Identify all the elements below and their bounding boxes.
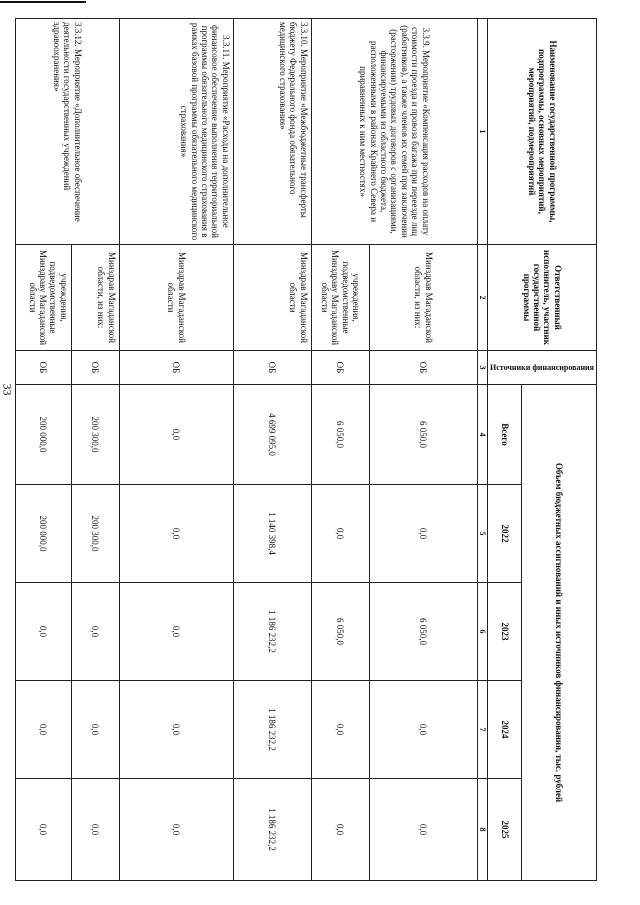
rotated-sheet	[27, 18, 597, 880]
table-row	[233, 19, 311, 881]
value-2024: 1 186 232,2	[233, 681, 311, 779]
document-page	[27, 18, 597, 880]
source-cell: ОБ	[233, 351, 311, 385]
activity-name: 3.3.11. Мероприятие «Расходы на дополнительное финансовое обеспечение выполнения территориальной программы обязательного медицинского страхования в рамках базовой программы обязательного медицинского страхования»	[119, 19, 233, 245]
executor-cell: учреждения, подведомственные Минздраву Магаданской области	[15, 245, 71, 351]
value-2023: 0,0	[119, 583, 233, 681]
column-number: 3	[477, 351, 487, 385]
column-number: 8	[477, 779, 487, 881]
value-2024: 0,0	[71, 681, 119, 779]
value-2022: 200 000,0	[15, 485, 71, 583]
header-2024: 2024	[488, 681, 522, 779]
header-volume: Объем бюджетных ассигнований и иных источников финансирования, тыс. рублей	[522, 385, 597, 881]
financing-table	[15, 18, 597, 881]
value-2023: 1 186 232,2	[233, 583, 311, 681]
executor-cell: учреждения, подведомственные Минздраву Магаданской области	[311, 245, 369, 351]
activity-name: 3.3.10. Мероприятие «Межбюджетные трансферты бюджету Федерального фонда обязательного медицинского страхования»	[233, 19, 311, 245]
value-2022: 200 300,0	[71, 485, 119, 583]
value-total: 200 300,0	[71, 385, 119, 485]
value-2025: 1 186 232,2	[233, 779, 311, 881]
activity-name: 3.3.12. Мероприятие «Дополнительное обеспечение деятельности государственных учреждений здравоохранения»	[15, 19, 119, 245]
value-2024: 0,0	[15, 681, 71, 779]
header-2025: 2025	[488, 779, 522, 881]
source-cell: ОБ	[119, 351, 233, 385]
column-number: 1	[477, 19, 487, 245]
page-number: 33	[0, 383, 15, 396]
source-cell: ОБ	[311, 351, 369, 385]
value-2023: 6 050,0	[369, 583, 477, 681]
value-2025: 0,0	[311, 779, 369, 881]
column-number: 6	[477, 583, 487, 681]
value-2024: 0,0	[311, 681, 369, 779]
header-2023: 2023	[488, 583, 522, 681]
value-2024: 0,0	[369, 681, 477, 779]
value-total: 6 050,0	[369, 385, 477, 485]
header-total: Всего	[488, 385, 522, 485]
value-2022: 0,0	[119, 485, 233, 583]
value-2023: 6 050,0	[311, 583, 369, 681]
value-total: 0,0	[119, 385, 233, 485]
value-2025: 0,0	[15, 779, 71, 881]
value-total: 200 000,0	[15, 385, 71, 485]
value-total: 4 699 095,0	[233, 385, 311, 485]
table-row	[71, 19, 119, 881]
value-2025: 0,0	[369, 779, 477, 881]
top-rule	[0, 1, 86, 3]
executor-cell: Минздрав Магаданской области	[119, 245, 233, 351]
value-total: 6 050,0	[311, 385, 369, 485]
source-cell: ОБ	[71, 351, 119, 385]
source-cell: ОБ	[369, 351, 477, 385]
column-number: 2	[477, 245, 487, 351]
header-name: Наименование государственной программы, подпрограммы, основных мероприятий, мероприятий, подмероприятий	[488, 19, 597, 245]
value-2022: 0,0	[311, 485, 369, 583]
value-2023: 0,0	[71, 583, 119, 681]
executor-cell: Минздрав Магаданской области, из них:	[369, 245, 477, 351]
executor-cell: Минздрав Магаданской области, из них:	[71, 245, 119, 351]
column-number: 4	[477, 385, 487, 485]
executor-cell: Минздрав Магаданской области	[233, 245, 311, 351]
table-row	[119, 19, 233, 881]
activity-name: 3.3.9. Мероприятие «Компенсация расходов на оплату стоимости проезда и провоза багажа при переезде лиц (работников), а также членов их семей при заключении (расторжении) трудовых договоров с организациями, финансируемыми из областного бюджета, расположенными в районах Крайнего Севера и приравненных к ним местностях»	[311, 19, 477, 245]
value-2022: 1 140 398,4	[233, 485, 311, 583]
value-2023: 0,0	[15, 583, 71, 681]
column-number: 5	[477, 485, 487, 583]
table-row	[369, 19, 477, 881]
header-source	[488, 351, 597, 385]
source-cell: ОБ	[15, 351, 71, 385]
header-source-text: Источники финансирования	[490, 362, 594, 372]
value-2025: 0,0	[71, 779, 119, 881]
header-2022: 2022	[488, 485, 522, 583]
column-number: 7	[477, 681, 487, 779]
value-2024: 0,0	[119, 681, 233, 779]
value-2022: 0,0	[369, 485, 477, 583]
value-2025: 0,0	[119, 779, 233, 881]
header-executor: Ответственный исполнитель, участник государственной программы	[488, 245, 597, 351]
